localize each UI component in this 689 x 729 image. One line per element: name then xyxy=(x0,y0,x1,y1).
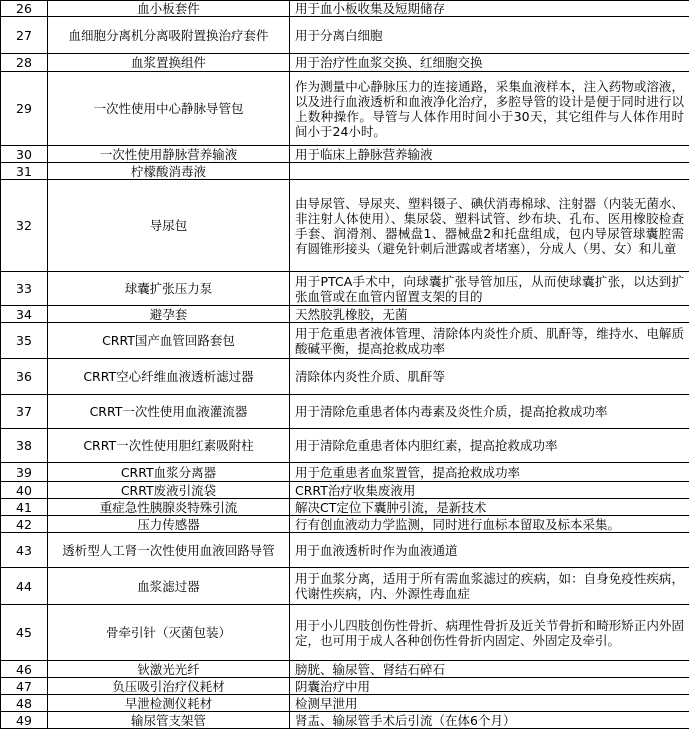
table-row xyxy=(1,1,689,17)
product-use: 阴囊治疗中用 xyxy=(290,678,689,695)
table-row xyxy=(1,712,689,729)
product-name: 输尿管支架管 xyxy=(48,712,290,729)
product-name: 一次性使用中心静脉导管包 xyxy=(48,72,290,146)
product-use: 膀胱、输尿管、肾结石碎石 xyxy=(290,661,689,678)
row-number: 26 xyxy=(1,1,48,17)
product-use: 用于清除危重患者体内毒素及炎性介质，提高抢救成功率 xyxy=(290,395,689,429)
product-name: CRRT废液引流袋 xyxy=(48,482,290,499)
table-row xyxy=(1,516,689,533)
row-number: 42 xyxy=(1,516,48,533)
product-use: 用于血液透析时作为血液通道 xyxy=(290,533,689,568)
product-name: CRRT空心纤维血液透析滤过器 xyxy=(48,359,290,395)
product-use: 用于危重患者液体管理、清除体内炎性介质、肌酐等，维持水、电解质酸碱平衡，提高抢救成功率 xyxy=(290,323,689,359)
table-row xyxy=(1,533,689,568)
table-row xyxy=(1,395,689,429)
table-row xyxy=(1,605,689,661)
row-number: 35 xyxy=(1,323,48,359)
row-number: 38 xyxy=(1,429,48,463)
product-name: CRRT国产血管回路套包 xyxy=(48,323,290,359)
table-row xyxy=(1,482,689,499)
product-use: 用于小儿四肢创伤性骨折、病理性骨折及近关节骨折和畸形矫正内外固定，也可用于成人各种创伤性骨折内固定、外固定及牵引。 xyxy=(290,605,689,661)
product-name: 血浆置换组件 xyxy=(48,54,290,72)
product-use: 由导尿管、导尿夹、塑料镊子、碘伏消毒棉球、注射器（内装无菌水、非注射人体使用）、集尿袋、塑料试管、纱布块、孔布、医用橡胶检查手套、润滑剂、器械盘1、器械盘2和托盘组成，包内导尿管球囊腔需有圆锥形接头（避免针刺后泄露或者堵塞），分成人（男、女）和儿童 xyxy=(290,180,689,272)
row-number: 27 xyxy=(1,17,48,54)
table-row xyxy=(1,661,689,678)
product-name: 骨牵引针（灭菌包装） xyxy=(48,605,290,661)
product-use: 检测早泄用 xyxy=(290,695,689,712)
row-number: 44 xyxy=(1,568,48,605)
product-name: 导尿包 xyxy=(48,180,290,272)
product-use: 行有创血液动力学监测，同时进行血标本留取及标本采集。 xyxy=(290,516,689,533)
row-number: 28 xyxy=(1,54,48,72)
table-row xyxy=(1,499,689,516)
product-name: 透析型人工肾一次性使用血液回路导管 xyxy=(48,533,290,568)
table-row xyxy=(1,54,689,72)
product-use: 用于分离白细胞 xyxy=(290,17,689,54)
row-number: 39 xyxy=(1,463,48,482)
product-use: 作为测量中心静脉压力的连接通路，采集血液样本，注入药物或溶液，以及进行血液透析和血液净化治疗，多腔导管的设计是便于同时进行以上数种操作。导管与人体作用时间小于30天，其它组件与人体作用时间小于24小时。 xyxy=(290,72,689,146)
table-row xyxy=(1,180,689,272)
row-number: 48 xyxy=(1,695,48,712)
row-number: 36 xyxy=(1,359,48,395)
row-number: 30 xyxy=(1,146,48,163)
product-name: CRRT血浆分离器 xyxy=(48,463,290,482)
product-name: 避孕套 xyxy=(48,306,290,323)
row-number: 45 xyxy=(1,605,48,661)
product-use: 解决CT定位下囊肿引流，是新技术 xyxy=(290,499,689,516)
product-name: 血细胞分离机分离吸附置换治疗套件 xyxy=(48,17,290,54)
row-number: 34 xyxy=(1,306,48,323)
row-number: 47 xyxy=(1,678,48,695)
product-use: 用于PTCA手术中，向球囊扩张导管加压，从而使球囊扩张，以达到扩张血管或在血管内留置支架的目的 xyxy=(290,272,689,306)
row-number: 49 xyxy=(1,712,48,729)
product-name: 柠檬酸消毒液 xyxy=(48,163,290,180)
product-name: 球囊扩张压力泵 xyxy=(48,272,290,306)
product-name: 压力传感器 xyxy=(48,516,290,533)
product-use: 用于清除危重患者体内胆红素，提高抢救成功率 xyxy=(290,429,689,463)
product-use: 清除体内炎性介质、肌酐等 xyxy=(290,359,689,395)
product-use: 用于治疗性血浆交换、红细胞交换 xyxy=(290,54,689,72)
product-name: 一次性使用静脉营养输液 xyxy=(48,146,290,163)
product-name: 钬激光光纤 xyxy=(48,661,290,678)
product-use: 用于危重患者血浆置管，提高抢救成功率 xyxy=(290,463,689,482)
row-number: 32 xyxy=(1,180,48,272)
product-use: 天然胶乳橡胶，无菌 xyxy=(290,306,689,323)
row-number: 41 xyxy=(1,499,48,516)
product-use: 用于血小板收集及短期储存 xyxy=(290,1,689,17)
row-number: 40 xyxy=(1,482,48,499)
table-row xyxy=(1,429,689,463)
row-number: 43 xyxy=(1,533,48,568)
row-number: 46 xyxy=(1,661,48,678)
table-row xyxy=(1,463,689,482)
product-use xyxy=(290,163,689,180)
product-name: 血浆滤过器 xyxy=(48,568,290,605)
table-row xyxy=(1,359,689,395)
product-name: CRRT一次性使用胆红素吸附柱 xyxy=(48,429,290,463)
product-name: 重症急性胰腺炎特殊引流 xyxy=(48,499,290,516)
product-name: 负压吸引治疗仪耗材 xyxy=(48,678,290,695)
row-number: 37 xyxy=(1,395,48,429)
table-row xyxy=(1,568,689,605)
table-row xyxy=(1,146,689,163)
table-row xyxy=(1,72,689,146)
product-use: 用于临床上静脉营养输液 xyxy=(290,146,689,163)
row-number: 33 xyxy=(1,272,48,306)
product-use: 用于血浆分离，适用于所有需血浆滤过的疾病，如：自身免疫性疾病，代谢性疾病，内、外源性毒血症 xyxy=(290,568,689,605)
table-row xyxy=(1,17,689,54)
table-row xyxy=(1,163,689,180)
table-row xyxy=(1,678,689,695)
product-use: 肾盂、输尿管手术后引流（在体6个月） xyxy=(290,712,689,729)
table-row xyxy=(1,323,689,359)
product-name: 早泄检测仪耗材 xyxy=(48,695,290,712)
product-use: CRRT治疗收集废液用 xyxy=(290,482,689,499)
table-row xyxy=(1,272,689,306)
product-name: CRRT一次性使用血液灌流器 xyxy=(48,395,290,429)
row-number: 29 xyxy=(1,72,48,146)
row-number: 31 xyxy=(1,163,48,180)
table-row xyxy=(1,306,689,323)
product-name: 血小板套件 xyxy=(48,1,290,17)
table-row xyxy=(1,695,689,712)
